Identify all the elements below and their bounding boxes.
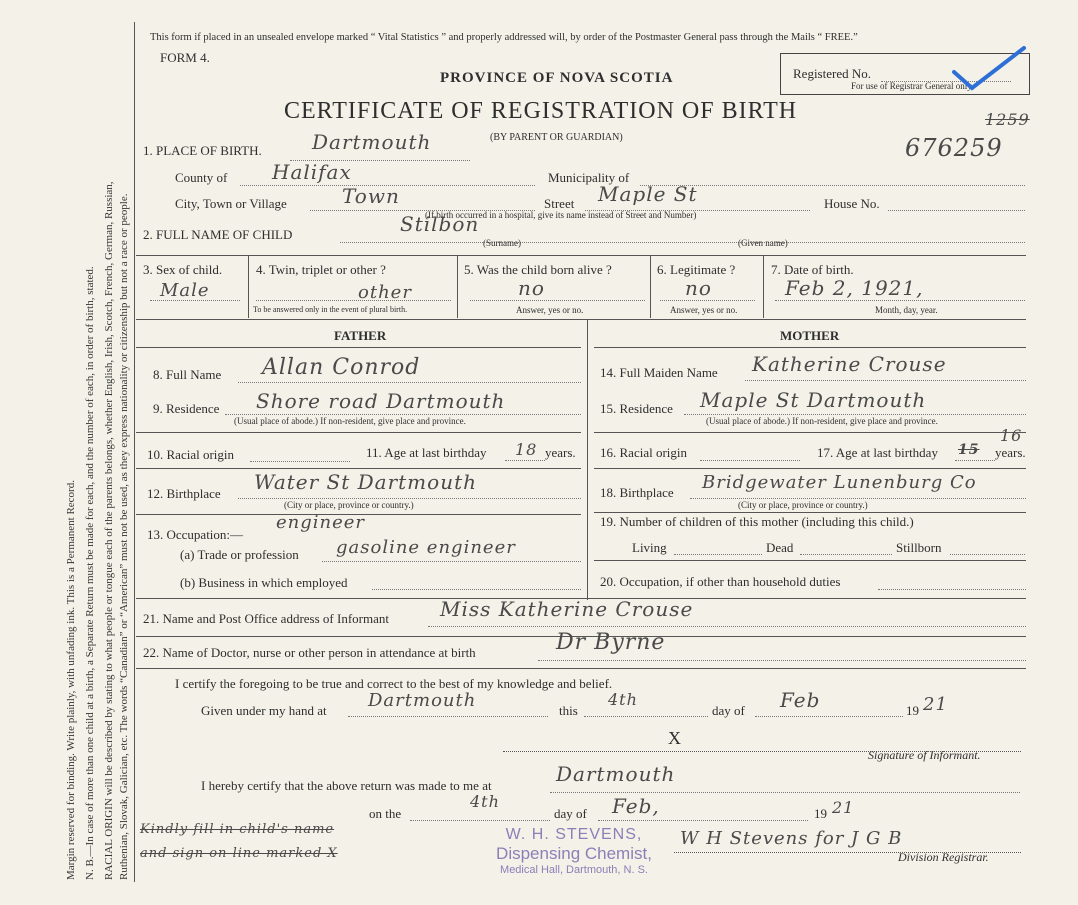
street-label: Street xyxy=(544,196,575,211)
mother-header: MOTHER xyxy=(780,328,840,343)
left-border-line xyxy=(134,22,135,882)
child-surname-value: Stilbon xyxy=(400,212,480,236)
mother-name-value: Katherine Crouse xyxy=(752,352,947,376)
place-of-birth-value: Dartmouth xyxy=(312,130,432,154)
crossed-note-line2: and sign on line marked X xyxy=(140,846,338,861)
father-birthplace-label: 12. Birthplace xyxy=(147,486,221,501)
registrar-on-the-label: on the xyxy=(369,806,402,821)
registrar-year-value: 21 xyxy=(832,798,855,817)
father-trade-value: gasoline engineer xyxy=(336,537,516,558)
county-label: County of xyxy=(175,170,228,185)
city-value: Town xyxy=(342,184,400,208)
father-header: FATHER xyxy=(334,328,387,343)
given-place-value: Dartmouth xyxy=(368,690,477,711)
this-label: this xyxy=(559,703,578,718)
mother-residence-value: Maple St Dartmouth xyxy=(700,388,927,412)
mother-birthplace-note: (City or place, province or country.) xyxy=(738,500,868,510)
registrar-signature: W H Stevens for J G B xyxy=(680,828,903,849)
registered-number: 676259 xyxy=(905,134,1003,162)
registrar-month-value: Feb, xyxy=(612,794,660,818)
margin-note-nationality: Ruthenian, Slovak, Galician, etc. The words “Canadian” or “American” must not be used, as they express nationality or citizenship but not a race or people. xyxy=(118,193,130,880)
given-month-value: Feb xyxy=(780,688,821,712)
registered-note: For use of Registrar General only. xyxy=(851,81,974,91)
registrar-day-value: 4th xyxy=(470,792,500,811)
stamp-line2: Dispensing Chemist, xyxy=(496,844,652,863)
certificate-title: CERTIFICATE OF REGISTRATION OF BIRTH xyxy=(284,98,798,124)
mother-age-label: 17. Age at last birthday xyxy=(817,445,938,460)
father-name-value: Allan Conrod xyxy=(262,355,421,380)
mother-birthplace-label: 18. Birthplace xyxy=(600,485,674,500)
mother-occupation-label: 20. Occupation, if other than household duties xyxy=(600,574,841,589)
father-age-label: 11. Age at last birthday xyxy=(366,445,487,460)
mother-children-label: 19. Number of children of this mother (including this child.) xyxy=(600,514,914,529)
q4-value: other xyxy=(358,282,412,303)
q6-value: no xyxy=(685,276,712,300)
informant-value: Miss Katherine Crouse xyxy=(440,597,694,621)
top-notice: This form if placed in an unsealed envelope marked “ Vital Statistics ” and properly addressed will, by order of the Postmaster General pass through the Mails “ FREE.” xyxy=(150,32,858,43)
father-business-label: (b) Business in which employed xyxy=(180,575,348,590)
mother-residence-note: (Usual place of abode.) If non-resident, give place and province. xyxy=(706,416,938,426)
q6-label: 6. Legitimate ? xyxy=(657,262,736,277)
father-age-value: 18 xyxy=(515,440,538,459)
division-registrar-caption: Division Registrar. xyxy=(898,850,989,864)
q7-value: Feb 2, 1921, xyxy=(785,276,924,300)
father-racial-label: 10. Racial origin xyxy=(147,447,235,462)
margin-note-multiple-births: N. B.—In case of more than one child at a birth, a Separate Return must be made for each, and the number of each, in order of birth, stated. xyxy=(84,266,96,880)
street-value: Maple St xyxy=(598,182,698,206)
given-name-caption: (Given name) xyxy=(738,238,788,248)
q7-label: 7. Date of birth. xyxy=(771,262,854,277)
q5-label: 5. Was the child born alive ? xyxy=(464,262,612,277)
father-residence-label: 9. Residence xyxy=(153,401,220,416)
doctor-label: 22. Name of Doctor, nurse or other person in attendance at birth xyxy=(143,645,476,660)
certificate-subtitle: (BY PARENT OR GUARDIAN) xyxy=(490,132,623,143)
mother-residence-label: 15. Residence xyxy=(600,401,673,416)
chemist-stamp xyxy=(474,826,674,876)
q4-label: 4. Twin, triplet or other ? xyxy=(256,262,386,277)
mother-age-unit: years. xyxy=(995,445,1026,460)
q3-label: 3. Sex of child. xyxy=(143,262,223,277)
father-birthplace-note: (City or place, province or country.) xyxy=(284,500,414,510)
municipality-label: Municipality of xyxy=(548,170,630,185)
q5-value: no xyxy=(518,276,545,300)
hospital-note: (If birth occurred in a hospital, give its name instead of Street and Number) xyxy=(425,210,697,220)
given-dayof-label: day of xyxy=(712,703,745,718)
father-occupation-label: 13. Occupation:— xyxy=(147,527,244,542)
mother-racial-label: 16. Racial origin xyxy=(600,445,688,460)
father-trade-label: (a) Trade or profession xyxy=(180,547,299,562)
registrar-year-prefix: 19 xyxy=(814,806,827,821)
surname-caption: (Surname) xyxy=(483,238,521,248)
mother-name-label: 14. Full Maiden Name xyxy=(600,365,718,380)
mother-dead-label: Dead xyxy=(766,540,794,555)
signature-mark: X xyxy=(668,728,681,748)
mother-stillborn-label: Stillborn xyxy=(896,540,942,555)
q6-note: Answer, yes or no. xyxy=(670,305,738,315)
mother-age-crossed: 15 xyxy=(958,442,980,458)
county-value: Halifax xyxy=(272,160,352,184)
mother-living-label: Living xyxy=(632,540,667,555)
stamp-line1: W. H. STEVENS, xyxy=(505,826,643,843)
father-age-unit: years. xyxy=(545,445,576,460)
given-year-prefix: 19 xyxy=(906,703,919,718)
q3-value: Male xyxy=(160,280,210,301)
father-occupation-value: engineer xyxy=(276,512,366,533)
q5-note: Answer, yes or no. xyxy=(516,305,584,315)
informant-label: 21. Name and Post Office address of Informant xyxy=(143,611,389,626)
mother-birthplace-value: Bridgewater Lunenburg Co xyxy=(702,472,977,493)
registered-number-crossed: 1259 xyxy=(985,110,1030,129)
city-label: City, Town or Village xyxy=(175,196,287,211)
father-residence-note: (Usual place of abode.) If non-resident, give place and province. xyxy=(234,416,466,426)
q7-note: Month, day, year. xyxy=(875,305,938,315)
father-birthplace-value: Water St Dartmouth xyxy=(254,470,477,494)
given-under-label: Given under my hand at xyxy=(201,703,327,718)
registrar-dayof-label: day of xyxy=(554,806,587,821)
checkmark-icon xyxy=(950,44,1030,94)
form-number: FORM 4. xyxy=(160,50,210,65)
mother-age-value: 16 xyxy=(1000,426,1023,445)
province-heading: PROVINCE OF NOVA SCOTIA xyxy=(440,70,674,86)
registered-label: Registered No. xyxy=(793,66,871,81)
crossed-note-line1: Kindly fill in child's name xyxy=(140,822,335,837)
informant-signature-caption: Signature of Informant. xyxy=(868,748,981,762)
registrar-place-value: Dartmouth xyxy=(556,762,676,786)
margin-note-racial-origin: RACIAL ORIGIN will be described by stating to what people or tongue each of the parents belongs, whether English, Irish, Scotch, French, German, Russian, xyxy=(103,181,115,880)
child-name-label: 2. FULL NAME OF CHILD xyxy=(143,227,293,242)
given-year-value: 21 xyxy=(923,694,948,715)
registrar-certify-text: I hereby certify that the above return was made to me at xyxy=(201,778,492,793)
margin-note-binding: Margin reserved for binding. Write plainly, with unfading ink. This is a Permanent Record. xyxy=(65,480,77,880)
place-of-birth-label: 1. PLACE OF BIRTH. xyxy=(143,143,262,158)
father-residence-value: Shore road Dartmouth xyxy=(256,389,506,413)
doctor-value: Dr Byrne xyxy=(556,630,666,655)
father-name-label: 8. Full Name xyxy=(153,367,222,382)
stamp-line3: Medical Hall, Dartmouth, N. S. xyxy=(500,864,648,876)
house-number-label: House No. xyxy=(824,196,880,211)
q4-note: To be answered only in the event of plural birth. xyxy=(253,305,408,314)
given-day-value: 4th xyxy=(608,690,638,709)
certify-text: I certify the foregoing to be true and correct to the best of my knowledge and belief. xyxy=(175,676,613,691)
